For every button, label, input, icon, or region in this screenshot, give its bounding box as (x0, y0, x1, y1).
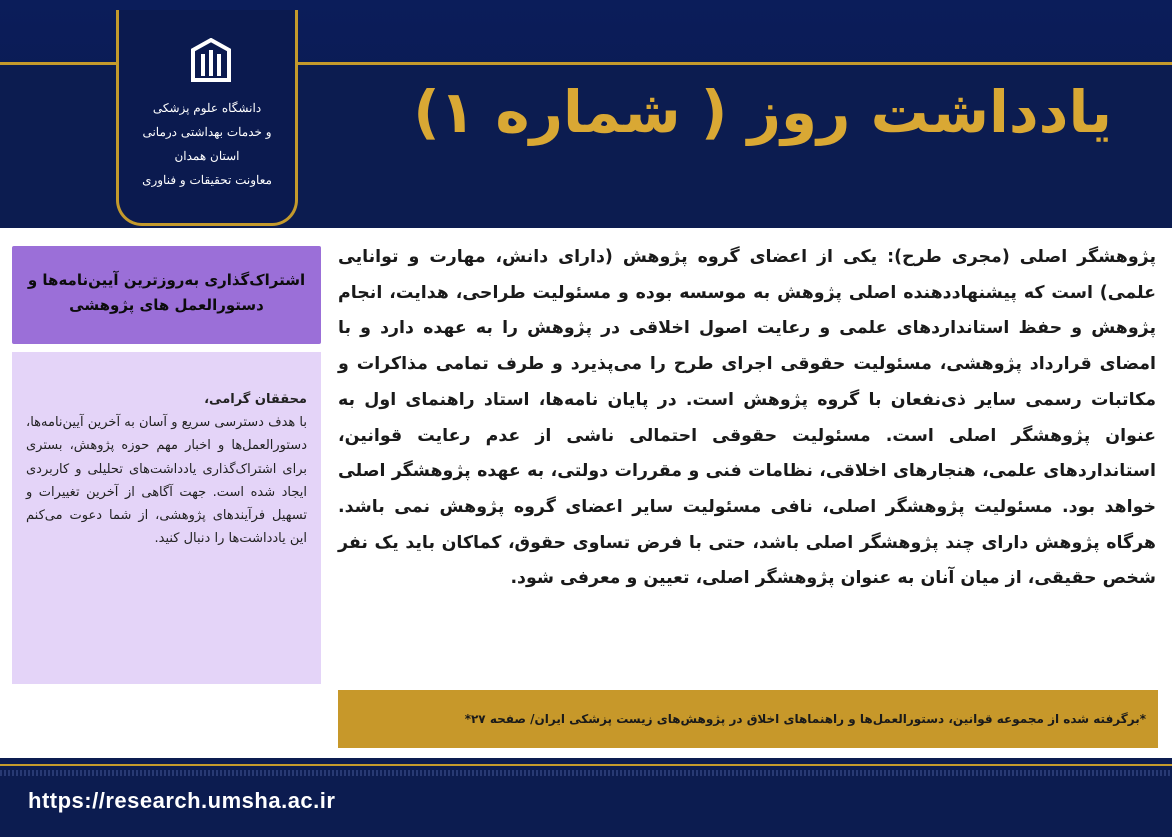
source-footnote: *برگرفته شده از مجموعه قوانین، دستورالعمل‌ها و راهنماهای اخلاق در پژوهش‌های زیست پزشکی ایران/ صفحه ۲۷* (338, 690, 1158, 748)
header (0, 0, 1172, 228)
article-lead: پژوهشگر اصلی (مجری طرح): (887, 247, 1157, 267)
content-area (0, 228, 1172, 758)
sidebar-heading: اشتراک‌گذاری به‌روزترین آیین‌نامه‌ها و دستورالعمل های پژوهشی (12, 246, 321, 344)
sidebar-greeting: محققان گرامی، (204, 392, 307, 407)
website-link[interactable]: https://research.umsha.ac.ir (28, 788, 336, 813)
footer-stripes (0, 770, 1172, 776)
university-book-logo-icon (191, 38, 231, 82)
logo-line-services: و خدمات بهداشتی درمانی استان همدان (142, 125, 272, 163)
sidebar-note (12, 352, 321, 684)
logo-line-university: دانشگاه علوم پزشکی (152, 101, 262, 115)
footer-divider (0, 764, 1172, 766)
article-body: یکی از اعضای گروه پژوهش (دارای دانش، مهارت و توانایی علمی) است که پیشنهاددهنده اصلی پژوهش به موسسه بوده و مسئولیت طراحی، هدایت، انجام پژوهش و حفظ استانداردهای علمی و رعایت اصول اخلاقی در پژوهش را به عهده دارد و با امضای قرارداد پژوهشی، مسئولیت حقوقی اجرای طرح را می‌پذیرد و طرف تمامی مذاکرات و مکاتبات رسمی سایر ذی‌نفعان با گروه پژوهش است. در پایان نامه‌ها، استاد راهنمای اول به عنوان پژوهشگر اصلی است. مسئولیت حقوقی احتمالی ناشی از عدم رعایت قوانین، استانداردهای علمی، هنجارهای اخلاقی، نظامات فنی و مقررات دولتی، به عهده پژوهشگر اصلی خواهد بود. مسئولیت پژوهشگر اصلی، نافی مسئولیت سایر اعضای گروه پژوهش نمی باشد. هرگاه پژوهش دارای چند پژوهشگر اصلی باشد، حتی با فرض تساوی حقوق، کماکان باید یک نفر شخص حقیقی، از میان آنان به عنوان پژوهشگر اصلی، تعیین و معرفی شود. (338, 247, 1156, 589)
logo-text (127, 96, 287, 192)
logo-box (116, 10, 298, 226)
footer-bar (0, 758, 1172, 837)
page-title: یادداشت روز ( شماره ۱) (413, 78, 1112, 146)
main-article (338, 240, 1156, 597)
sidebar-body: با هدف دسترسی سریع و آسان به آخرین آیین‌نامه‌ها، دستورالعمل‌ها و اخبار مهم حوزه پژوهش، بستری برای اشتراک‌گذاری یادداشت‌های تحلیلی و کاربردی ایجاد شده است. جهت آگاهی از آخرین تغییرات و تسهیل فرآیندهای پژوهشی، از شما دعوت می‌کنم این یادداشت‌ها را دنبال کنید. (26, 415, 307, 547)
logo-line-deputy: معاونت تحقیقات و فناوری (142, 173, 272, 187)
